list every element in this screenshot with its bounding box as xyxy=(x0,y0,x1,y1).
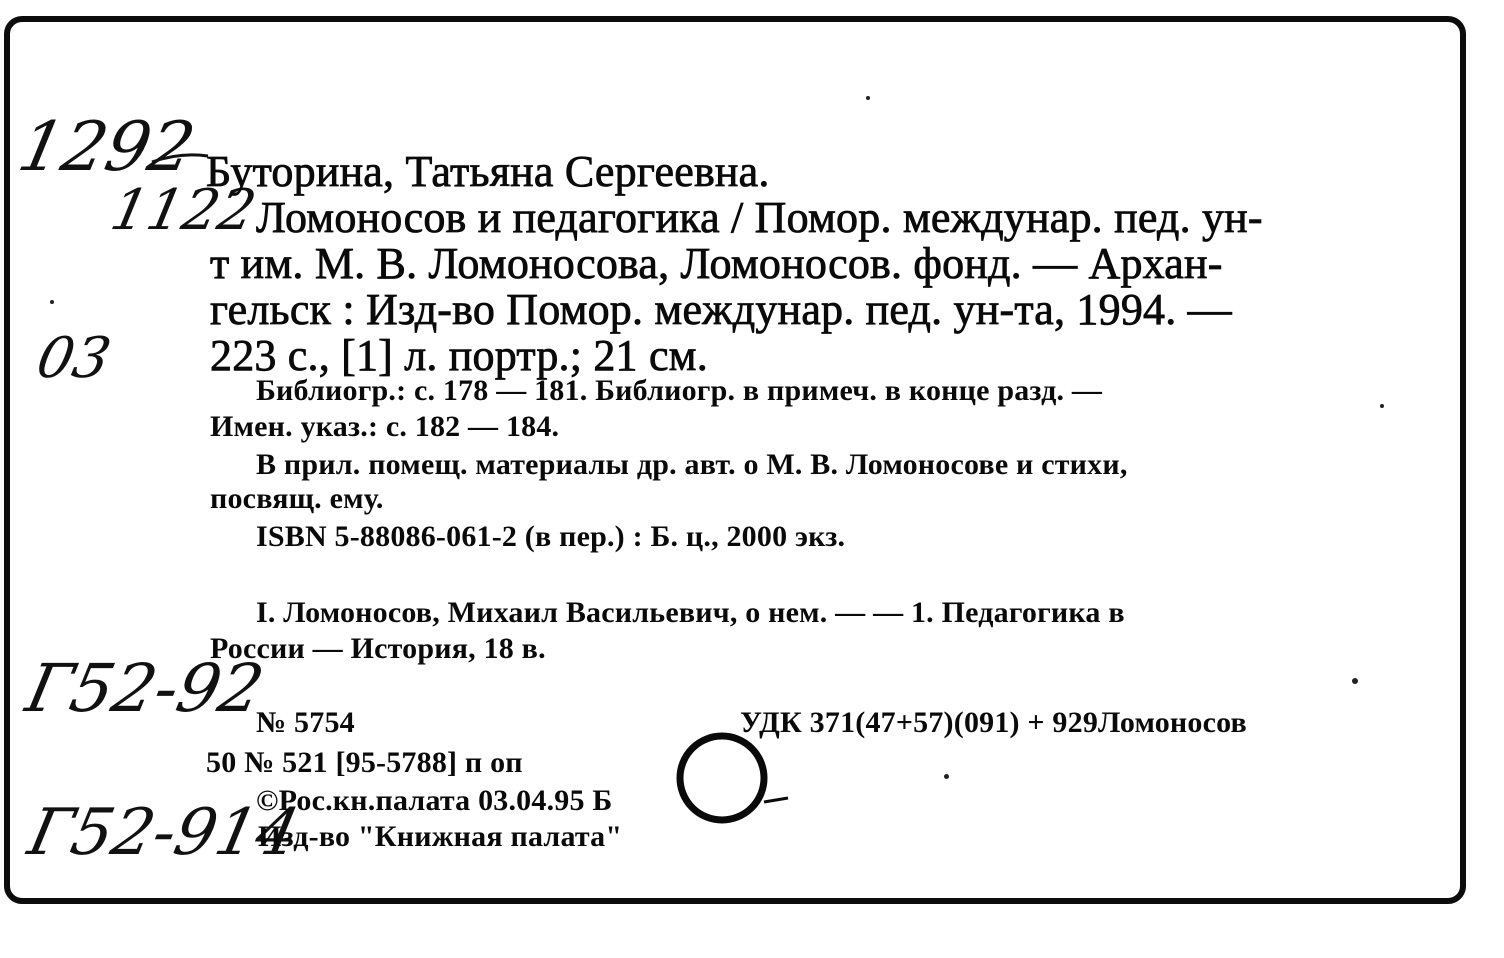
card-subject-1: I. Ломоносов, Михаил Васильевич, о нем. — — 1. Педагогика в xyxy=(256,596,1125,629)
card-note-appendix-cont: посвящ. ему. xyxy=(210,482,384,515)
punch-hole xyxy=(670,732,800,824)
handwritten-call-number: 1292 xyxy=(11,108,202,187)
scan-speck xyxy=(944,774,949,779)
card-publisher: Изд-во "Книжная палата" xyxy=(258,820,623,853)
card-note-bibliography: Библиогр.: с. 178 — 181. Библиогр. в примеч. в конце разд. — xyxy=(256,374,1103,407)
scan-speck xyxy=(50,300,54,304)
card-note-appendix: В прил. помещ. материалы др. авт. о М. В. Ломоносове и стихи, xyxy=(256,448,1128,481)
card-title-line-4: 223 с., [1] л. портр.; 21 см. xyxy=(210,331,708,380)
card-note-index: Имен. указ.: с. 182 — 184. xyxy=(210,410,560,443)
scan-speck xyxy=(866,96,870,100)
handwritten-dash xyxy=(150,150,210,170)
card-copyright: ©Рос.кн.палата 03.04.95 Б xyxy=(256,784,613,817)
handwritten-shelf-mark-1: Г52-92 xyxy=(19,650,271,727)
card-number: № 5754 xyxy=(256,706,355,739)
card-subject-2: России — История, 18 в. xyxy=(210,632,546,665)
handwritten-mark: 03 xyxy=(31,326,117,391)
card-author: Буторина, Татьяна Сергеевна. xyxy=(206,147,770,196)
scan-speck xyxy=(1380,404,1384,408)
handwritten-shelf-mark-2: Г52-914 xyxy=(22,796,306,870)
scan-speck xyxy=(1352,678,1358,684)
card-title-line-2: т им. М. В. Ломоносова, Ломоносов. фонд. — Архан- xyxy=(210,239,1223,288)
card-title-line-1: Ломоносов и педагогика / Помор. междунар. пед. ун- xyxy=(256,193,1263,242)
card-isbn: ISBN 5-88086-061-2 (в пер.) : Б. ц., 2000 экз. xyxy=(256,520,846,553)
card-udk: УДК 371(47+57)(091) + 929Ломоносов xyxy=(740,706,1247,739)
handwritten-call-number-sub: 1122 xyxy=(105,178,262,243)
card-registry-line: 50 № 521 [95-5788] п оп xyxy=(206,746,523,779)
card-title-line-3: гельск : Изд-во Помор. междунар. пед. ун-та, 1994. — xyxy=(210,285,1232,334)
